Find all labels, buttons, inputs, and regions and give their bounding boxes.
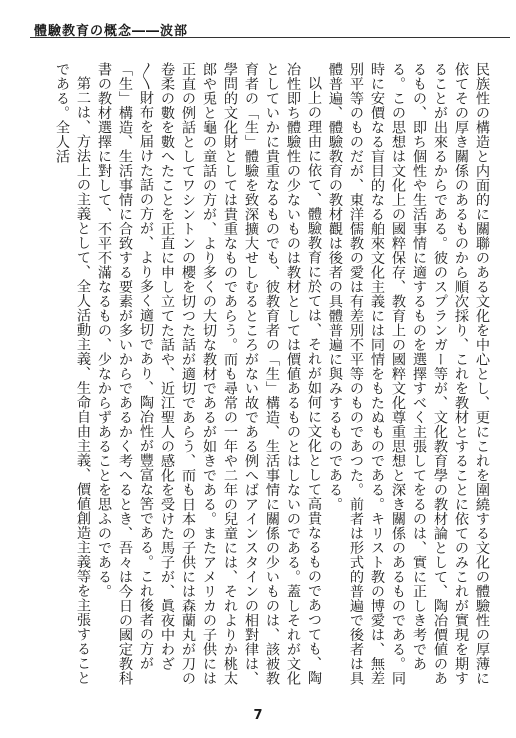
running-title: 體驗教育の概念――波部: [34, 24, 189, 39]
body-text: [32, 62, 492, 692]
header-rule: [30, 37, 510, 38]
paragraph-3: 第二は、方法上の主義として、全人活動主義、生命自由主義、價値創造主義等を主張することである。全人活: [54, 62, 91, 686]
paragraph-1: 民族性の構造と内面的に關聯のある文化を中心とし、更にこれを圍繞する文化の體驗性の厚薄に依てその厚き關係のあるものから順次採り、これを教材とすることに依てのみこれが實現を期することが出來るからである。彼のスプランガー等が、文化教育學の教材論として、陶冶價値のあるもの、即ち個性や生活事情に適するものを選擇すべく主張してをるのは、實に正しき考である。この思想は文化上の國粹保存、教育上の國粹文化尊重思想と深き關係のあるものである。同時に安價なる盲目的なる舶來文化主義には同情をもたぬものである。キリスト教の博愛は、無差別平等のものだが、東洋儒教の愛は有差別不平等のものであつた。前者は形式的普遍で後者は具體普遍、體驗教育の教材觀は後者の具體普遍に與みするものである。: [327, 62, 490, 686]
running-header: [30, 20, 510, 38]
paragraph-2: 以上の理由に依て、體驗教育に於ては、それが如何に文化として高貴なるものであつても、陶冶性即ち體驗性の少ないものは教材としては價値あるものとはしないのである。蓋しそれが文化としていかに貴重なるものでも、彼教育者の「生」構造、生活事情に關係の少いものは、該被教育者の「生」體驗を致深擴大せしむるところがない故である例へばアインスタインの相對律は、學問的文化財としては貴重なものであらう。而も尋常の一年や二年の兒童には、それよりか桃太郎や兎と龜の童話の方が、より多くの大切な教材であるが如きである。またアメリカの子供には正直の例話としてワシントンの櫻を切つた話が適切であらう、而も日本の子供には森蘭丸が刀の卷柔の數を數へたことを正直に申し立てた話や、近江聖人の感化を受けた馬子が、眞夜中わざ〳〵財布を届けた話の方が、より多く適切であり、陶冶性が豐富な筈である。これ後者の方が「生」構造、生活事情に合致する要素が多いからであるかく考へるとき、吾々は今日の國定教科書の教材選擇に對して、不平不滿なるもの、少なからずあることを思ふのである。: [96, 62, 322, 686]
page-number: 7: [253, 708, 263, 723]
